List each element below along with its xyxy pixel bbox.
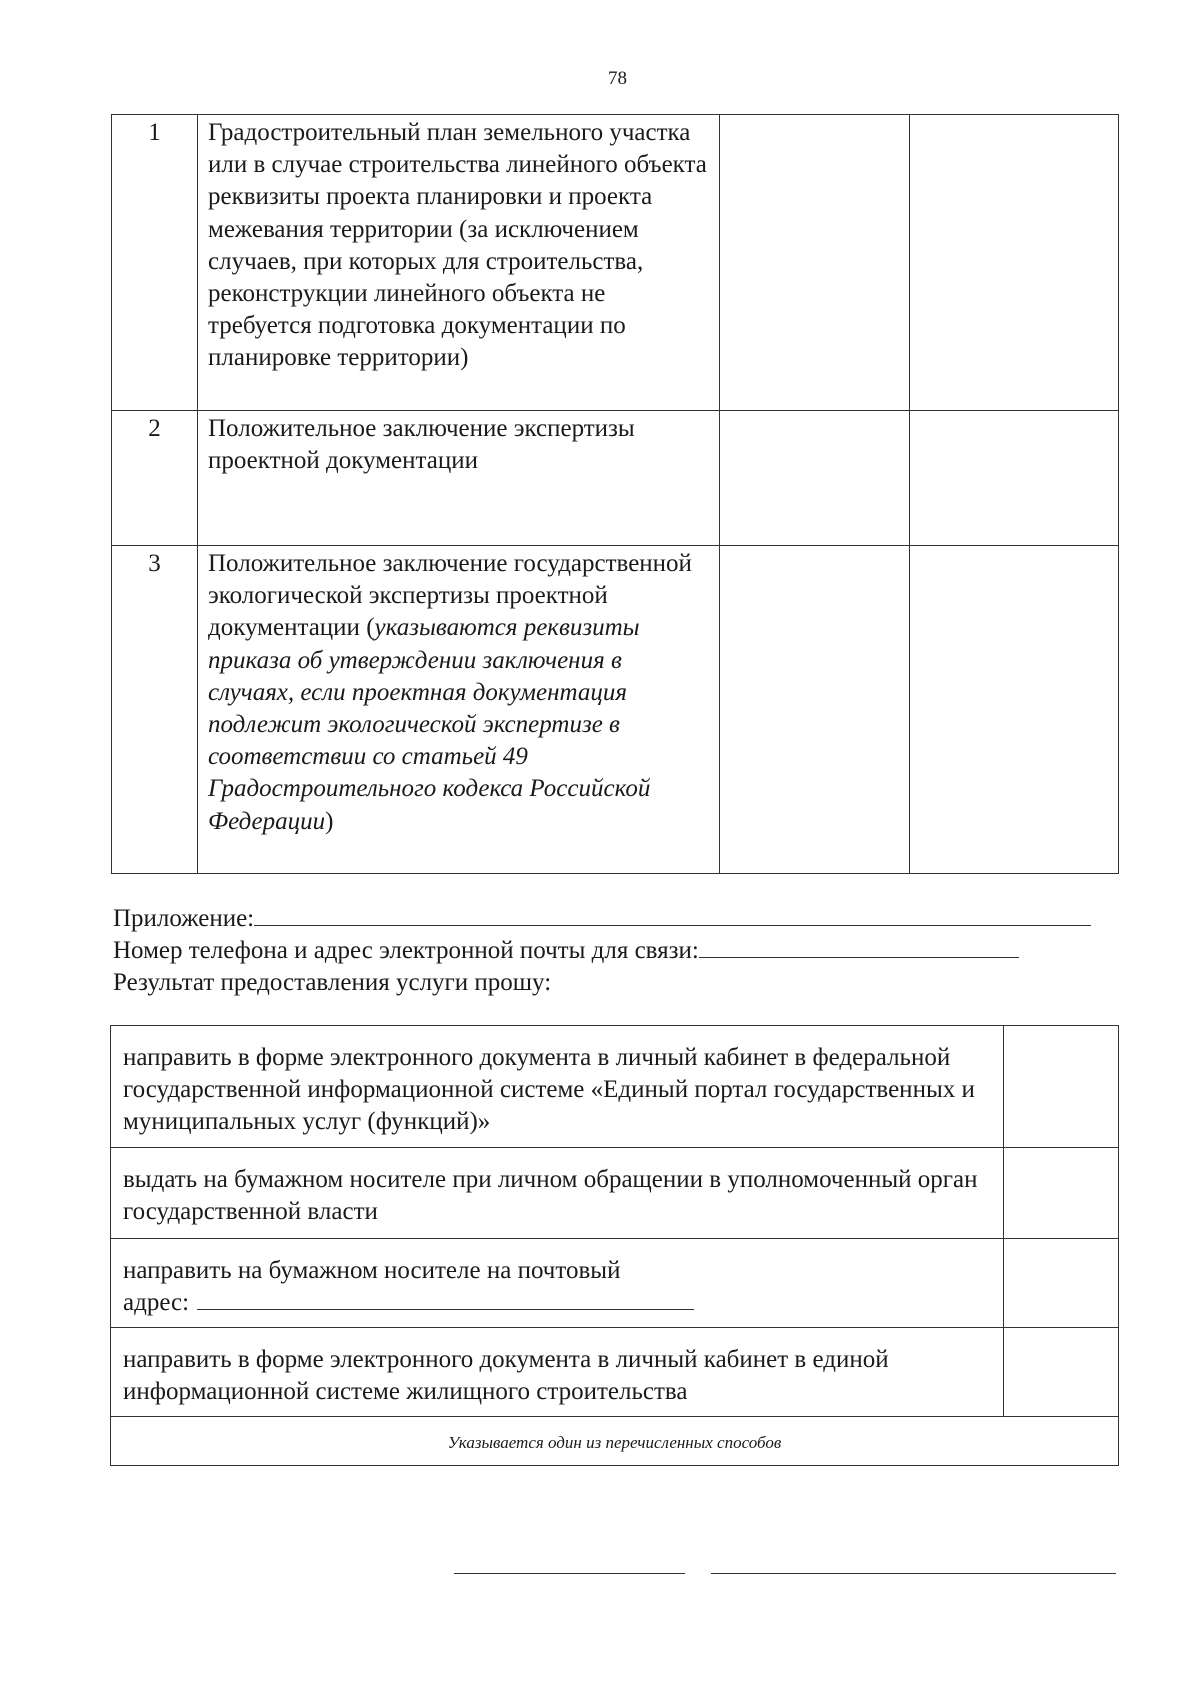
details-cell[interactable] [720,411,910,546]
option-note: Указывается один из перечисленных способов [111,1417,1119,1466]
attachment-input[interactable] [254,903,1091,926]
contact-fields [113,903,1118,999]
document-name [198,115,720,411]
page-number: 78 [608,68,627,89]
document-name-tail: ) [325,807,334,835]
note-row [111,1417,1119,1466]
signature-line[interactable] [454,1573,685,1574]
name-line[interactable] [711,1573,1116,1574]
table-row [112,411,1119,546]
document-name-text: Положительное заключение экспертизы проектной документации [208,415,635,475]
documents-table [111,114,1119,874]
document-name [198,411,720,546]
address-label: адрес: [123,1289,190,1316]
document-name-note: указываются реквизиты приказа об утверждении заключения в случаях, если проектная документация подлежит экологической экспертизе в соответствии со статьей 49 Градостроительного кодекса Российской Федерации [208,614,651,835]
document-name [198,546,720,874]
details-cell[interactable] [720,546,910,874]
notes-cell[interactable] [910,411,1119,546]
result-options-table [110,1025,1119,1466]
option-row [111,1026,1119,1148]
option-checkbox[interactable] [1004,1239,1119,1328]
table-row [112,546,1119,874]
option-checkbox[interactable] [1004,1328,1119,1417]
row-number: 3 [112,546,198,874]
document-name-text: Положительное заключение государственной экологической экспертизы проектной документации ( [208,550,692,642]
details-cell[interactable] [720,115,910,411]
notes-cell[interactable] [910,115,1119,411]
option-text [111,1239,1004,1328]
option-text: выдать на бумажном носителе при личном обращении в уполномоченный орган государственной власти [111,1148,1004,1239]
attachment-label: Приложение: [113,905,255,932]
document-name-text: Градостроительный план земельного участка или в случае строительства линейного объекта реквизиты проекта планировки и проекта межевания территории (за исключением случаев, при которых для строительства, реконструкции линейного объекта не требуется подготовка документации по планировке территории) [208,119,707,372]
address-input[interactable] [197,1287,694,1310]
attachment-line [113,903,1118,935]
table-row [112,115,1119,411]
option-checkbox[interactable] [1004,1148,1119,1239]
option-text: направить в форме электронного документа в личный кабинет в федеральной государственной информационной системе «Единый портал государственных и муниципальных услуг (функций)» [111,1026,1004,1148]
contact-line [113,935,1118,967]
option-row [111,1328,1119,1417]
option-row [111,1148,1119,1239]
contact-label: Номер телефона и адрес электронной почты для связи: [113,937,699,964]
row-number: 1 [112,115,198,411]
option-text: направить в форме электронного документа в личный кабинет в единой информационной системе жилищного строительства [111,1328,1004,1417]
option-checkbox[interactable] [1004,1026,1119,1148]
row-number: 2 [112,411,198,546]
notes-cell[interactable] [910,546,1119,874]
option-row [111,1239,1119,1328]
result-label: Результат предоставления услуги прошу: [113,969,552,996]
option-text-part: направить на бумажном носителе на почтовый [123,1257,621,1284]
contact-input[interactable] [699,935,1019,958]
result-line [113,967,1118,999]
